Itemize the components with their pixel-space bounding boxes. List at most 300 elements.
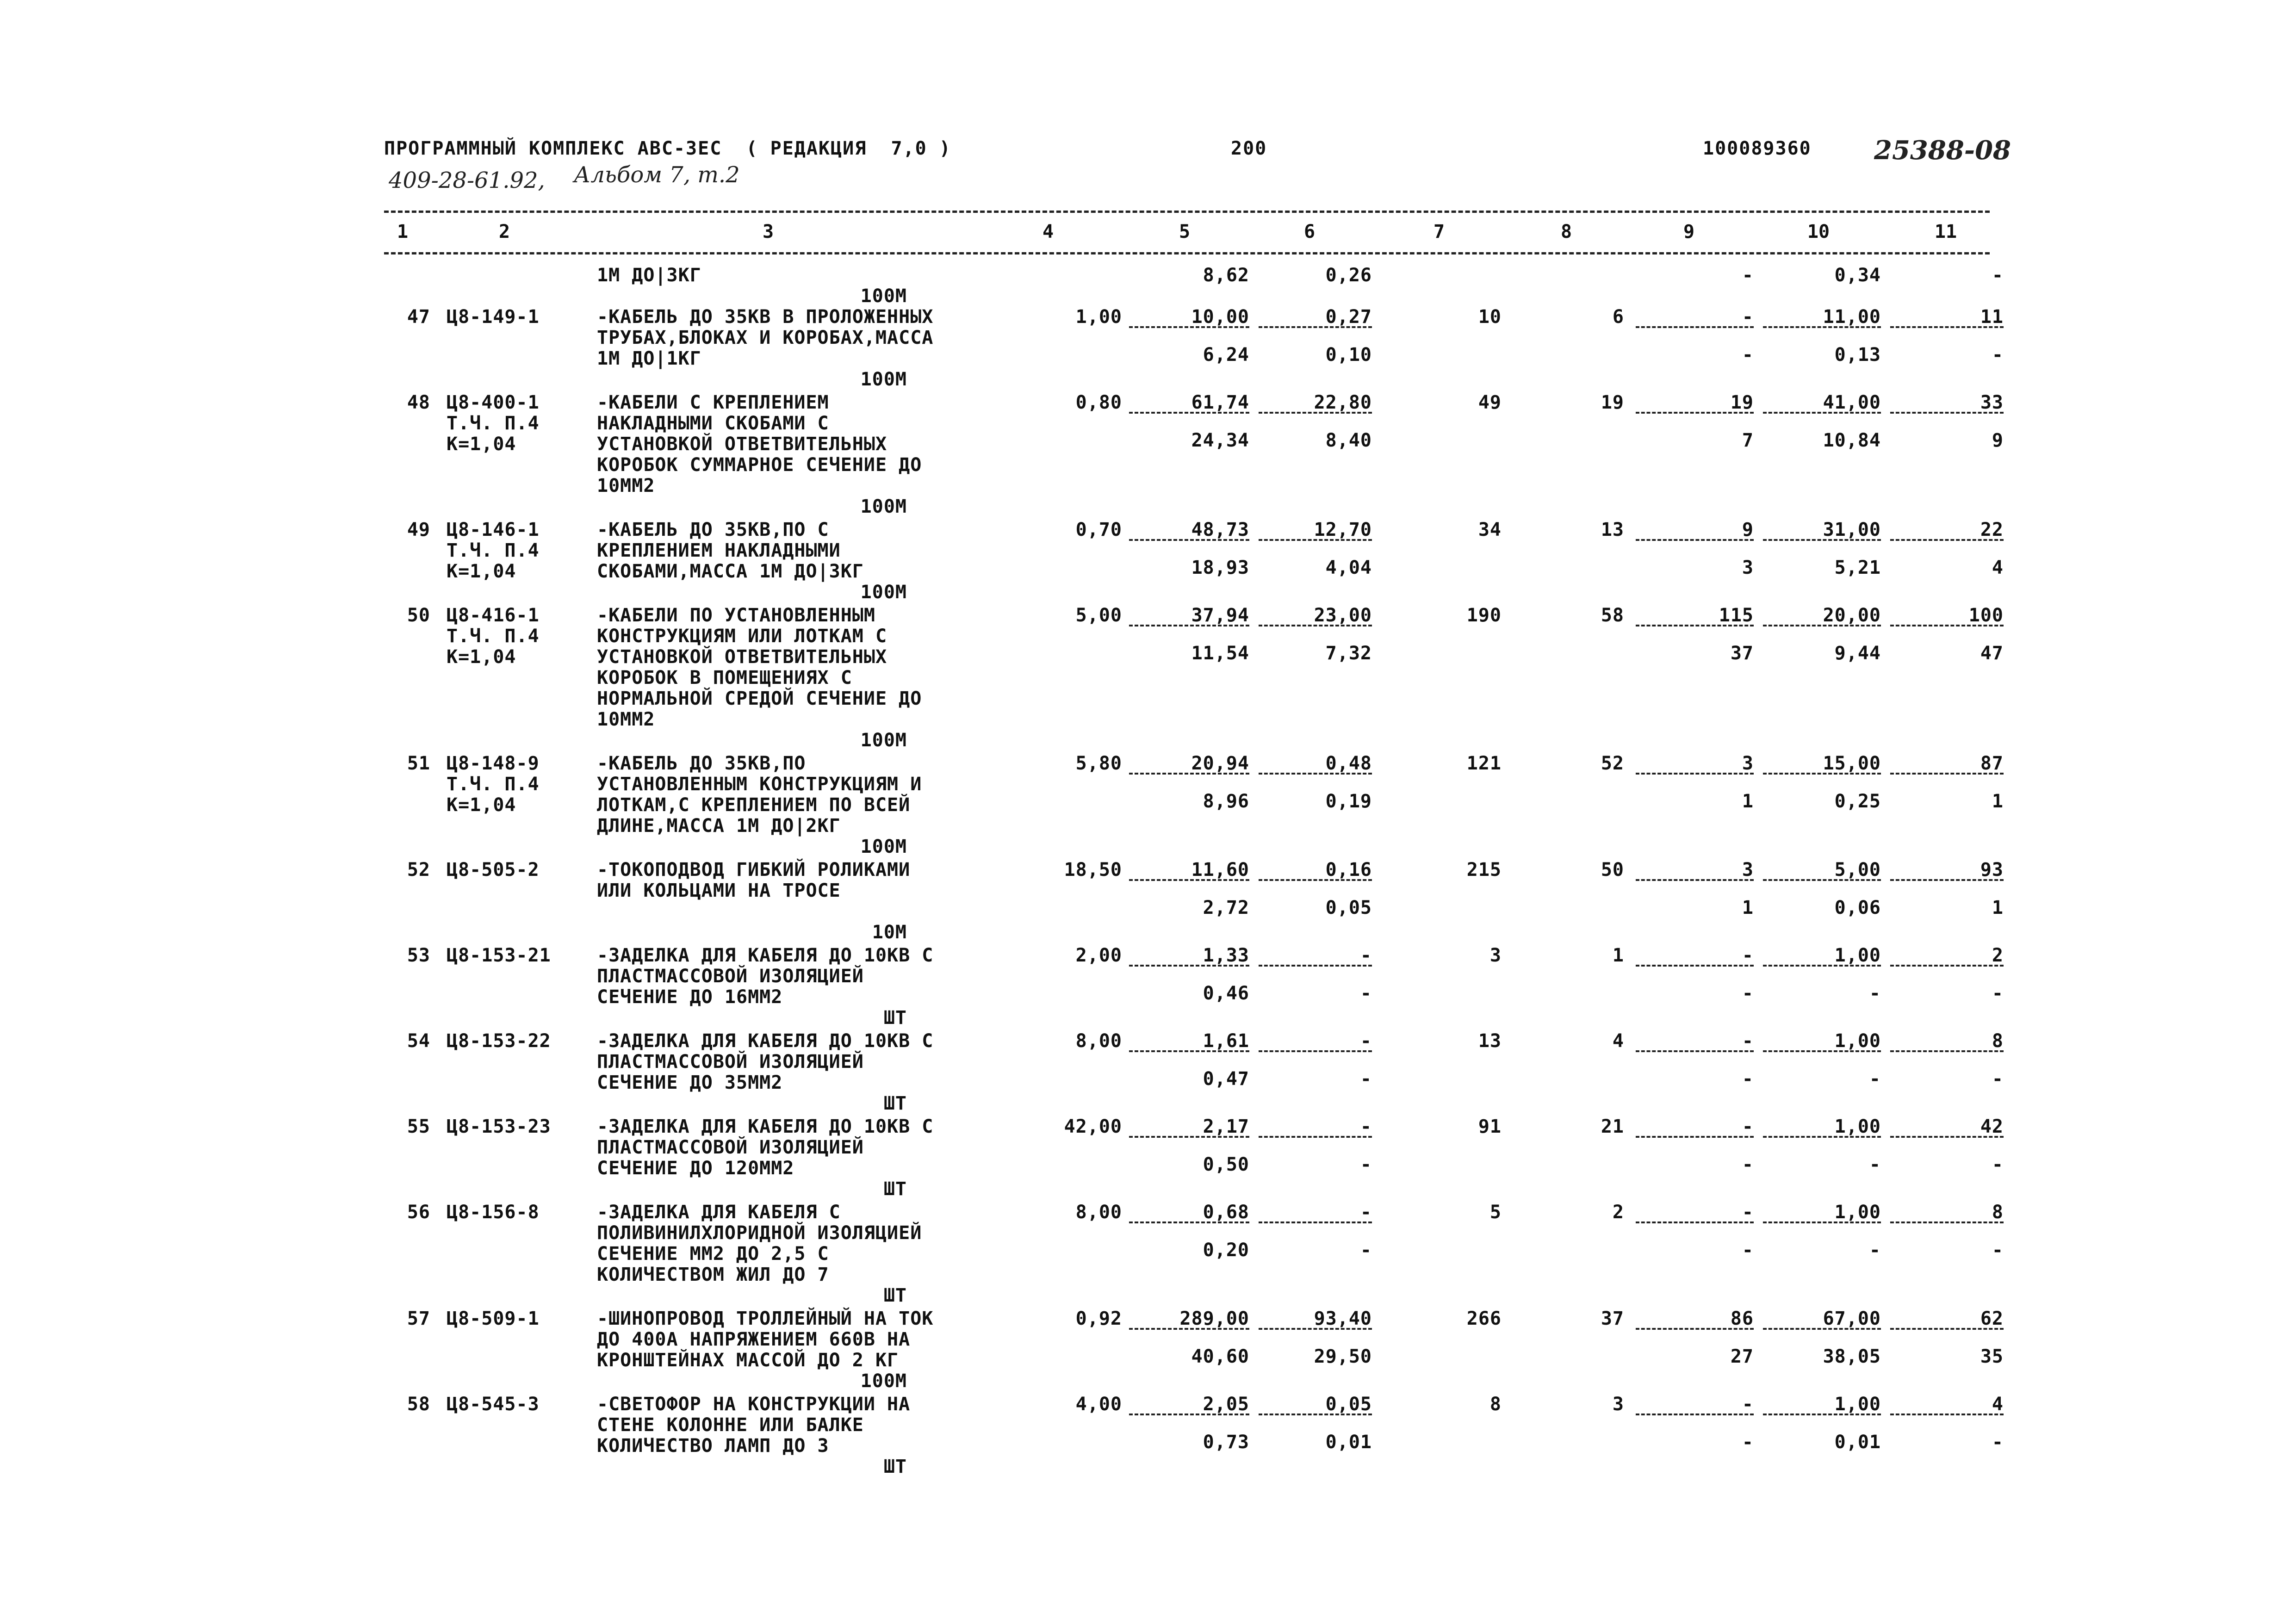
col5-bottom: 11,54 bbox=[1191, 643, 1249, 664]
col5-bottom: 0,47 bbox=[1203, 1068, 1249, 1090]
col6-top: 0,27 bbox=[1325, 306, 1372, 328]
row-description-line: -ЗАДЕЛКА ДЛЯ КАБЕЛЯ ДО 10КВ С bbox=[597, 1116, 934, 1137]
row-number: 55 bbox=[407, 1116, 430, 1137]
col9-top: - bbox=[1742, 1116, 1754, 1137]
col5-top: 11,60 bbox=[1191, 859, 1249, 880]
row-description-line: СКОБАМИ,МАССА 1М ДО|3КГ bbox=[597, 561, 864, 582]
c6-separator bbox=[1259, 1414, 1372, 1415]
col9-bottom: 1 bbox=[1742, 791, 1754, 812]
c9-separator bbox=[1636, 965, 1754, 967]
col6-top: - bbox=[1360, 945, 1372, 966]
col8: 52 bbox=[1601, 753, 1624, 774]
col11-top: 2 bbox=[1992, 945, 2004, 966]
row-description-line: ПЛАСТМАССОВОЙ ИЗОЛЯЦИЕЙ bbox=[597, 966, 864, 987]
c5-separator bbox=[1129, 965, 1249, 967]
col6-bottom: - bbox=[1360, 1068, 1372, 1090]
col5-bottom: 2,72 bbox=[1203, 897, 1249, 918]
row-number: 57 bbox=[407, 1308, 430, 1329]
row-number: 49 bbox=[407, 519, 430, 540]
col5-top: 2,17 bbox=[1203, 1116, 1249, 1137]
c9-separator bbox=[1636, 326, 1754, 328]
col11-bottom: 9 bbox=[1992, 430, 2004, 451]
col7: 8 bbox=[1489, 1394, 1502, 1415]
col10-top: 1,00 bbox=[1834, 1116, 1881, 1137]
column-number-5: 5 bbox=[1179, 221, 1191, 242]
row-number: 56 bbox=[407, 1202, 430, 1223]
col9-bottom: - bbox=[1742, 1240, 1754, 1261]
carry-col10: 0,34 bbox=[1834, 265, 1881, 286]
col7: 3 bbox=[1489, 945, 1502, 966]
c6-separator bbox=[1259, 1050, 1372, 1052]
row-description-line: -КАБЕЛЬ ДО 35КВ,ПО bbox=[597, 753, 806, 774]
header-rule-top bbox=[384, 211, 1990, 213]
col4-quantity: 5,00 bbox=[1075, 605, 1122, 626]
col5-bottom: 0,46 bbox=[1203, 983, 1249, 1004]
col10-top: 1,00 bbox=[1834, 945, 1881, 966]
row-description-line: КОЛИЧЕСТВОМ ЖИЛ ДО 7 bbox=[597, 1264, 829, 1285]
col11-top: 100 bbox=[1968, 605, 2004, 626]
col6-top: 12,70 bbox=[1314, 519, 1372, 540]
col10-bottom: - bbox=[1869, 1154, 1881, 1175]
col10-top: 20,00 bbox=[1823, 605, 1881, 626]
col11-top: 87 bbox=[1980, 753, 2004, 774]
col11-bottom: 35 bbox=[1980, 1346, 2004, 1367]
row-code-line: Т.Ч. П.4 bbox=[447, 774, 540, 795]
column-number-9: 9 bbox=[1683, 221, 1695, 242]
row-code-line: Ц8-545-3 bbox=[447, 1394, 540, 1415]
col8: 3 bbox=[1612, 1394, 1624, 1415]
col5-top: 2,05 bbox=[1203, 1394, 1249, 1415]
row-description-line: ПОЛИВИНИЛХЛОРИДНОЙ ИЗОЛЯЦИЕЙ bbox=[597, 1222, 922, 1244]
col9-top: 19 bbox=[1730, 392, 1754, 413]
column-number-6: 6 bbox=[1303, 221, 1316, 242]
col5-bottom: 0,50 bbox=[1203, 1154, 1249, 1175]
row-description-line: -КАБЕЛИ С КРЕПЛЕНИЕМ bbox=[597, 392, 829, 413]
c11-separator bbox=[1890, 1050, 2004, 1052]
column-number-10: 10 bbox=[1807, 221, 1830, 242]
row-description-line: -КАБЕЛЬ ДО 35КВ,ПО С bbox=[597, 519, 829, 540]
row-number: 51 bbox=[407, 753, 430, 774]
column-number-8: 8 bbox=[1560, 221, 1572, 242]
row-description-line: 1М ДО|1КГ bbox=[597, 348, 701, 369]
col5-bottom: 18,93 bbox=[1191, 557, 1249, 578]
col4-quantity: 8,00 bbox=[1075, 1202, 1122, 1223]
col11-top: 11 bbox=[1980, 306, 2004, 328]
carry-col5: 8,62 bbox=[1203, 265, 1249, 286]
column-number-4: 4 bbox=[1042, 221, 1054, 242]
row-number: 50 bbox=[407, 605, 430, 626]
row-unit: ШТ bbox=[883, 1285, 907, 1306]
c6-separator bbox=[1259, 1136, 1372, 1138]
col11-top: 62 bbox=[1980, 1308, 2004, 1329]
row-description-line: КОРОБОК В ПОМЕЩЕНИЯХ С bbox=[597, 667, 852, 688]
col6-bottom: 0,01 bbox=[1325, 1432, 1372, 1453]
col6-bottom: 4,04 bbox=[1325, 557, 1372, 578]
col10-bottom: 5,21 bbox=[1834, 557, 1881, 578]
c11-separator bbox=[1890, 879, 2004, 881]
col6-bottom: - bbox=[1360, 983, 1372, 1004]
c10-separator bbox=[1763, 1136, 1881, 1138]
col5-top: 61,74 bbox=[1191, 392, 1249, 413]
c10-separator bbox=[1763, 879, 1881, 881]
row-code-line: Т.Ч. П.4 bbox=[447, 540, 540, 561]
col10-top: 67,00 bbox=[1823, 1308, 1881, 1329]
col10-bottom: 0,06 bbox=[1834, 897, 1881, 918]
row-number: 48 bbox=[407, 392, 430, 413]
col9-top: 3 bbox=[1742, 859, 1754, 880]
col7: 49 bbox=[1478, 392, 1502, 413]
c6-separator bbox=[1259, 965, 1372, 967]
col4-quantity: 1,00 bbox=[1075, 306, 1122, 328]
c10-separator bbox=[1763, 1328, 1881, 1330]
carry-col9: - bbox=[1742, 265, 1754, 286]
col10-bottom: 0,25 bbox=[1834, 791, 1881, 812]
col11-bottom: 47 bbox=[1980, 643, 2004, 664]
c11-separator bbox=[1890, 625, 2004, 626]
album-label: Альбом 7, т.2 bbox=[574, 162, 740, 188]
row-description-line: НОРМАЛЬНОЙ СРЕДОЙ СЕЧЕНИЕ ДО bbox=[597, 688, 922, 709]
col8: 19 bbox=[1601, 392, 1624, 413]
row-unit: 100М bbox=[860, 496, 907, 517]
col6-top: - bbox=[1360, 1116, 1372, 1137]
col11-bottom: 4 bbox=[1992, 557, 2004, 578]
row-description-line: КРОНШТЕЙНАХ МАССОЙ ДО 2 КГ bbox=[597, 1350, 899, 1371]
row-number: 53 bbox=[407, 945, 430, 966]
col8: 1 bbox=[1612, 945, 1624, 966]
col11-bottom: 1 bbox=[1992, 791, 2004, 812]
c6-separator bbox=[1259, 539, 1372, 541]
col5-top: 20,94 bbox=[1191, 753, 1249, 774]
column-number-7: 7 bbox=[1433, 221, 1445, 242]
col7: 10 bbox=[1478, 306, 1502, 328]
c9-separator bbox=[1636, 879, 1754, 881]
col10-bottom: 0,01 bbox=[1834, 1432, 1881, 1453]
row-code-line: Ц8-505-2 bbox=[447, 859, 540, 880]
col9-bottom: - bbox=[1742, 983, 1754, 1004]
row-unit: 100М bbox=[860, 1370, 907, 1392]
c11-separator bbox=[1890, 539, 2004, 541]
column-number-11: 11 bbox=[1934, 221, 1957, 242]
c9-separator bbox=[1636, 539, 1754, 541]
col6-top: 0,05 bbox=[1325, 1394, 1372, 1415]
row-description-line: -ЗАДЕЛКА ДЛЯ КАБЕЛЯ ДО 10КВ С bbox=[597, 945, 934, 966]
col9-top: 9 bbox=[1742, 519, 1754, 540]
col9-bottom: 3 bbox=[1742, 557, 1754, 578]
row-unit: 10М bbox=[872, 922, 907, 943]
row-unit: 100М bbox=[860, 369, 907, 390]
col9-top: 115 bbox=[1719, 605, 1754, 626]
c6-separator bbox=[1259, 412, 1372, 414]
col10-top: 1,00 bbox=[1834, 1394, 1881, 1415]
col11-bottom: - bbox=[1992, 983, 2004, 1004]
col10-top: 1,00 bbox=[1834, 1202, 1881, 1223]
row-unit: 100М bbox=[860, 582, 907, 603]
col6-top: 23,00 bbox=[1314, 605, 1372, 626]
col10-top: 41,00 bbox=[1823, 392, 1881, 413]
c10-separator bbox=[1763, 1050, 1881, 1052]
col9-top: 86 bbox=[1730, 1308, 1754, 1329]
c11-separator bbox=[1890, 1136, 2004, 1138]
c9-separator bbox=[1636, 1414, 1754, 1415]
row-description-line: ДО 400А НАПРЯЖЕНИЕМ 660В НА bbox=[597, 1329, 911, 1350]
col7: 215 bbox=[1466, 859, 1502, 880]
col7: 91 bbox=[1478, 1116, 1502, 1137]
col11-bottom: - bbox=[1992, 344, 2004, 366]
row-description-line: УСТАНОВЛЕННЫМ КОНСТРУКЦИЯМ И bbox=[597, 774, 922, 795]
col5-bottom: 0,73 bbox=[1203, 1432, 1249, 1453]
c10-separator bbox=[1763, 326, 1881, 328]
col9-bottom: 7 bbox=[1742, 430, 1754, 451]
col7: 266 bbox=[1466, 1308, 1502, 1329]
row-description-line: УСТАНОВКОЙ ОТВЕТВИТЕЛЬНЫХ bbox=[597, 646, 887, 668]
col11-bottom: 1 bbox=[1992, 897, 2004, 918]
row-description-line: 10ММ2 bbox=[597, 709, 655, 730]
c11-separator bbox=[1890, 326, 2004, 328]
col6-bottom: - bbox=[1360, 1240, 1372, 1261]
row-description-line: ТРУБАХ,БЛОКАХ И КОРОБАХ,МАССА bbox=[597, 327, 934, 348]
col6-top: 0,48 bbox=[1325, 753, 1372, 774]
col4-quantity: 5,80 bbox=[1075, 753, 1122, 774]
col9-top: 3 bbox=[1742, 753, 1754, 774]
handwritten-number: 25388-08 bbox=[1874, 135, 2011, 166]
col10-bottom: - bbox=[1869, 983, 1881, 1004]
row-description-line: 10ММ2 bbox=[597, 475, 655, 496]
col5-top: 1,33 bbox=[1203, 945, 1249, 966]
c9-separator bbox=[1636, 625, 1754, 626]
col11-top: 4 bbox=[1992, 1394, 2004, 1415]
col6-top: - bbox=[1360, 1030, 1372, 1052]
col9-bottom: - bbox=[1742, 344, 1754, 366]
col6-bottom: 0,05 bbox=[1325, 897, 1372, 918]
c10-separator bbox=[1763, 773, 1881, 775]
col11-top: 42 bbox=[1980, 1116, 2004, 1137]
c10-separator bbox=[1763, 539, 1881, 541]
row-description-line: ПЛАСТМАССОВОЙ ИЗОЛЯЦИЕЙ bbox=[597, 1051, 864, 1073]
c11-separator bbox=[1890, 1414, 2004, 1415]
c5-separator bbox=[1129, 773, 1249, 775]
col4-quantity: 8,00 bbox=[1075, 1030, 1122, 1052]
col11-top: 8 bbox=[1992, 1030, 2004, 1052]
col10-bottom: - bbox=[1869, 1240, 1881, 1261]
c5-separator bbox=[1129, 412, 1249, 414]
col4-quantity: 18,50 bbox=[1064, 859, 1122, 880]
c6-separator bbox=[1259, 773, 1372, 775]
col7: 34 bbox=[1478, 519, 1502, 540]
row-code-line: Т.Ч. П.4 bbox=[447, 626, 540, 647]
row-description-line: ИЛИ КОЛЬЦАМИ НА ТРОСЕ bbox=[597, 880, 841, 901]
c5-separator bbox=[1129, 1328, 1249, 1330]
col4-quantity: 0,92 bbox=[1075, 1308, 1122, 1329]
row-code-line: Т.Ч. П.4 bbox=[447, 413, 540, 434]
col5-bottom: 6,24 bbox=[1203, 344, 1249, 366]
c5-separator bbox=[1129, 1136, 1249, 1138]
col10-bottom: 0,13 bbox=[1834, 344, 1881, 366]
col6-bottom: 0,19 bbox=[1325, 791, 1372, 812]
row-description-line: -ЗАДЕЛКА ДЛЯ КАБЕЛЯ ДО 10КВ С bbox=[597, 1030, 934, 1052]
col9-bottom: 27 bbox=[1730, 1346, 1754, 1367]
row-description-line: ПЛАСТМАССОВОЙ ИЗОЛЯЦИЕЙ bbox=[597, 1137, 864, 1158]
carry-col11: - bbox=[1992, 265, 2004, 286]
col5-top: 48,73 bbox=[1191, 519, 1249, 540]
row-code-line: Ц8-400-1 bbox=[447, 392, 540, 413]
row-description-line: -ЗАДЕЛКА ДЛЯ КАБЕЛЯ С bbox=[597, 1202, 841, 1223]
row-description-line: -ТОКОПОДВОД ГИБКИЙ РОЛИКАМИ bbox=[597, 859, 911, 880]
col10-bottom: 9,44 bbox=[1834, 643, 1881, 664]
row-code-line: Ц8-509-1 bbox=[447, 1308, 540, 1329]
c10-separator bbox=[1763, 625, 1881, 626]
col7: 13 bbox=[1478, 1030, 1502, 1052]
col8: 37 bbox=[1601, 1308, 1624, 1329]
row-unit: 100М bbox=[860, 836, 907, 857]
row-description-line: -ШИНОПРОВОД ТРОЛЛЕЙНЫЙ НА ТОК bbox=[597, 1308, 934, 1329]
col8: 50 bbox=[1601, 859, 1624, 880]
col10-top: 11,00 bbox=[1823, 306, 1881, 328]
row-unit: ШТ bbox=[883, 1178, 907, 1200]
row-number: 47 bbox=[407, 306, 430, 328]
col7: 121 bbox=[1466, 753, 1502, 774]
col8: 4 bbox=[1612, 1030, 1624, 1052]
col5-top: 0,68 bbox=[1203, 1202, 1249, 1223]
col6-top: 0,16 bbox=[1325, 859, 1372, 880]
row-description-line: КОНСТРУКЦИЯМ ИЛИ ЛОТКАМ С bbox=[597, 626, 887, 647]
carry-unit: 100М bbox=[860, 285, 907, 307]
row-unit: 100М bbox=[860, 730, 907, 751]
row-code-line: К=1,04 bbox=[447, 646, 516, 668]
col5-top: 10,00 bbox=[1191, 306, 1249, 328]
col10-bottom: 10,84 bbox=[1823, 430, 1881, 451]
c11-separator bbox=[1890, 412, 2004, 414]
c10-separator bbox=[1763, 965, 1881, 967]
column-number-1: 1 bbox=[397, 221, 409, 242]
col6-top: 93,40 bbox=[1314, 1308, 1372, 1329]
row-code-line: Ц8-153-23 bbox=[447, 1116, 551, 1137]
c11-separator bbox=[1890, 773, 2004, 775]
c6-separator bbox=[1259, 326, 1372, 328]
col4-quantity: 4,00 bbox=[1075, 1394, 1122, 1415]
col5-top: 289,00 bbox=[1179, 1308, 1249, 1329]
col10-top: 31,00 bbox=[1823, 519, 1881, 540]
header-rule-bottom bbox=[384, 252, 1990, 254]
row-description-line: ЛОТКАМ,С КРЕПЛЕНИЕМ ПО ВСЕЙ bbox=[597, 794, 911, 816]
row-description-line: -СВЕТОФОР НА КОНСТРУКЦИИ НА bbox=[597, 1394, 911, 1415]
document-code: 100089360 bbox=[1703, 138, 1812, 159]
c5-separator bbox=[1129, 625, 1249, 626]
c11-separator bbox=[1890, 965, 2004, 967]
col6-bottom: 7,32 bbox=[1325, 643, 1372, 664]
row-code-line: Ц8-153-21 bbox=[447, 945, 551, 966]
row-code-line: Ц8-153-22 bbox=[447, 1030, 551, 1052]
c5-separator bbox=[1129, 1050, 1249, 1052]
row-code-line: Ц8-149-1 bbox=[447, 306, 540, 328]
c11-separator bbox=[1890, 1221, 2004, 1223]
col9-bottom: - bbox=[1742, 1154, 1754, 1175]
col5-top: 1,61 bbox=[1203, 1030, 1249, 1052]
col9-bottom: - bbox=[1742, 1432, 1754, 1453]
col9-top: - bbox=[1742, 306, 1754, 328]
col8: 13 bbox=[1601, 519, 1624, 540]
col5-bottom: 8,96 bbox=[1203, 791, 1249, 812]
c9-separator bbox=[1636, 773, 1754, 775]
page-number: 200 bbox=[1231, 138, 1267, 159]
row-description-line: СЕЧЕНИЕ ДО 120ММ2 bbox=[597, 1158, 794, 1179]
col8: 21 bbox=[1601, 1116, 1624, 1137]
c6-separator bbox=[1259, 625, 1372, 626]
c10-separator bbox=[1763, 1414, 1881, 1415]
row-description-line: СЕЧЕНИЕ ДО 16ММ2 bbox=[597, 986, 783, 1008]
col6-bottom: 0,10 bbox=[1325, 344, 1372, 366]
row-description-line: ДЛИНЕ,МАССА 1М ДО|2КГ bbox=[597, 815, 841, 837]
c5-separator bbox=[1129, 1414, 1249, 1415]
c5-separator bbox=[1129, 539, 1249, 541]
program-title: ПРОГРАММНЫЙ КОМПЛЕКС АВС-ЗЕС ( РЕДАКЦИЯ 7,0 ) bbox=[384, 138, 951, 159]
row-code-line: К=1,04 bbox=[447, 561, 516, 582]
col11-top: 8 bbox=[1992, 1202, 2004, 1223]
col9-top: - bbox=[1742, 945, 1754, 966]
row-code-line: К=1,04 bbox=[447, 794, 516, 816]
col6-top: - bbox=[1360, 1202, 1372, 1223]
col10-top: 15,00 bbox=[1823, 753, 1881, 774]
col10-bottom: - bbox=[1869, 1068, 1881, 1090]
row-number: 54 bbox=[407, 1030, 430, 1052]
col7: 5 bbox=[1489, 1202, 1502, 1223]
row-code-line: Ц8-146-1 bbox=[447, 519, 540, 540]
col6-bottom: 29,50 bbox=[1314, 1346, 1372, 1367]
c10-separator bbox=[1763, 1221, 1881, 1223]
col4-quantity: 42,00 bbox=[1064, 1116, 1122, 1137]
col11-bottom: - bbox=[1992, 1068, 2004, 1090]
col4-quantity: 0,70 bbox=[1075, 519, 1122, 540]
c6-separator bbox=[1259, 879, 1372, 881]
row-code-line: Ц8-148-9 bbox=[447, 753, 540, 774]
col6-bottom: 8,40 bbox=[1325, 430, 1372, 451]
c11-separator bbox=[1890, 1328, 2004, 1330]
col9-top: - bbox=[1742, 1030, 1754, 1052]
row-description-line: КРЕПЛЕНИЕМ НАКЛАДНЫМИ bbox=[597, 540, 841, 561]
row-description-line: КОЛИЧЕСТВО ЛАМП ДО 3 bbox=[597, 1435, 829, 1457]
col11-bottom: - bbox=[1992, 1154, 2004, 1175]
col9-bottom: 1 bbox=[1742, 897, 1754, 918]
carry-description: 1М ДО|3КГ bbox=[597, 265, 701, 286]
row-description-line: СЕЧЕНИЕ ДО 35ММ2 bbox=[597, 1072, 783, 1093]
row-unit: ШТ bbox=[883, 1456, 907, 1477]
row-description-line: УСТАНОВКОЙ ОТВЕТВИТЕЛЬНЫХ bbox=[597, 434, 887, 455]
row-description-line: -КАБЕЛЬ ДО 35КВ В ПРОЛОЖЕННЫХ bbox=[597, 306, 934, 328]
col11-bottom: - bbox=[1992, 1432, 2004, 1453]
col11-bottom: - bbox=[1992, 1240, 2004, 1261]
col5-bottom: 0,20 bbox=[1203, 1240, 1249, 1261]
row-code-line: Ц8-156-8 bbox=[447, 1202, 540, 1223]
row-unit: ШТ bbox=[883, 1007, 907, 1029]
row-description-line: КОРОБОК СУММАРНОЕ СЕЧЕНИЕ ДО bbox=[597, 454, 922, 476]
column-number-3: 3 bbox=[762, 221, 774, 242]
c9-separator bbox=[1636, 1050, 1754, 1052]
col4-quantity: 0,80 bbox=[1075, 392, 1122, 413]
col8: 58 bbox=[1601, 605, 1624, 626]
row-description-line: СТЕНЕ КОЛОННЕ ИЛИ БАЛКЕ bbox=[597, 1414, 864, 1436]
c9-separator bbox=[1636, 1328, 1754, 1330]
c6-separator bbox=[1259, 1221, 1372, 1223]
carry-col6: 0,26 bbox=[1325, 265, 1372, 286]
row-unit: ШТ bbox=[883, 1093, 907, 1114]
col10-bottom: 38,05 bbox=[1823, 1346, 1881, 1367]
col10-top: 5,00 bbox=[1834, 859, 1881, 880]
row-description-line: -КАБЕЛИ ПО УСТАНОВЛЕННЫМ bbox=[597, 605, 875, 626]
handwritten-project-code: 409-28-61.92, bbox=[389, 167, 545, 193]
col11-top: 33 bbox=[1980, 392, 2004, 413]
c5-separator bbox=[1129, 326, 1249, 328]
col9-bottom: 37 bbox=[1730, 643, 1754, 664]
c6-separator bbox=[1259, 1328, 1372, 1330]
